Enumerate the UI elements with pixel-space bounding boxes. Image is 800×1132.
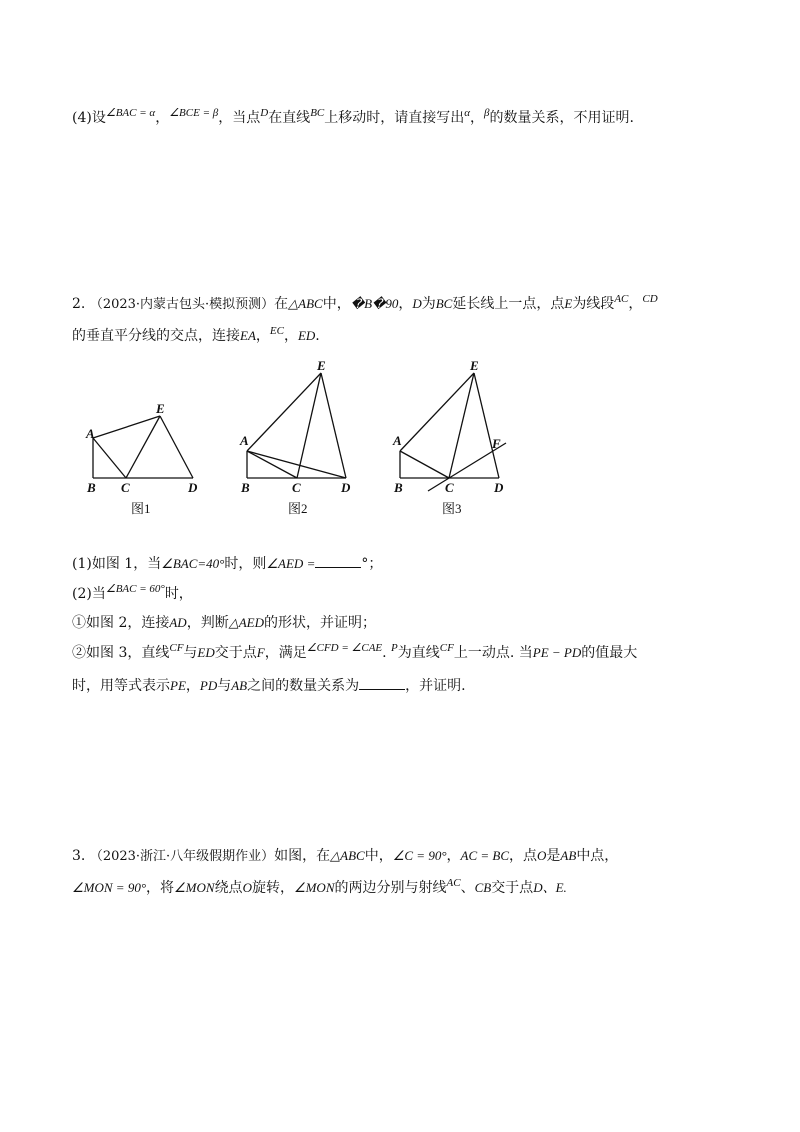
fig2-segment-ac (247, 451, 297, 478)
q2-text: 与 (217, 678, 232, 694)
q3-math: ∠MON (174, 880, 215, 895)
q3-text: 旋转， (251, 880, 294, 896)
q3-text: 如图，在 (274, 848, 331, 864)
q3-text: ， (446, 848, 461, 864)
q1-prefix: (4)设 (72, 110, 106, 126)
fig3-label-c: C (445, 480, 454, 495)
fig1-segment-ed (160, 416, 193, 478)
q2-text: ，判断 (186, 615, 229, 631)
fig2-label-a: A (240, 433, 249, 448)
q2-text: 时，则 (224, 556, 267, 572)
fig3-label-f: F (492, 436, 501, 451)
fig3-label-a: A (393, 433, 402, 448)
q2-text: 交于点 (214, 645, 257, 661)
fig1-label-a: A (86, 426, 95, 441)
q2-math: AD (169, 615, 187, 630)
q1-angle-bac: ∠BAC = α (105, 107, 156, 119)
fig2-segment-ad (247, 451, 346, 478)
q2-line2 (72, 326, 320, 347)
q3-math: ∠MON = 90° (72, 880, 147, 895)
fig3-label-d: D (494, 480, 504, 495)
q3-text: 、 (460, 880, 475, 896)
q2-math: P (391, 642, 398, 654)
fig3-label-e: E (470, 358, 479, 373)
q2-text: 在 (274, 296, 289, 312)
q2-text: 延长线上一点，点 (452, 296, 565, 312)
fig3-segment-ae (400, 373, 474, 451)
q2-text: . (382, 645, 387, 661)
q2-number: 2. (72, 296, 86, 312)
q1-alpha: α (464, 107, 471, 119)
q2-math: CF (169, 642, 184, 654)
q2-math: EA (240, 328, 256, 343)
q3-math: ∠MON (293, 880, 335, 895)
q3-text: 绕点 (214, 880, 243, 896)
q2-math: E (564, 296, 573, 311)
fig3-segment-ac (400, 451, 449, 478)
q2-math: D (412, 296, 422, 311)
q2-text: ，并证明. (405, 678, 466, 694)
q3-text: 的两边分别与射线 (334, 880, 447, 896)
q3-line2 (72, 878, 567, 899)
q2-math: AB (231, 678, 248, 693)
q3-source: （2023·浙江·八年级假期作业） (89, 849, 275, 864)
answer-blank-2[interactable] (359, 675, 405, 690)
q2-sub1 (72, 613, 376, 633)
q1-text: 在直线 (268, 110, 311, 126)
q2-part1-angle: ∠BAC=40° (161, 556, 225, 571)
q3-text: 中， (364, 848, 393, 864)
q3-math: AC = BC (460, 848, 510, 863)
q2-math: PE − PD (532, 645, 582, 660)
q2-math: ED (197, 645, 215, 660)
q3-number: 3. (72, 848, 86, 864)
q3-math: ∠C = 90° (392, 848, 447, 863)
q3-math: △ABC (330, 848, 365, 863)
q2-text: 之间的数量关系为 (247, 678, 360, 694)
q2-text: . (315, 328, 320, 344)
q2-part1 (72, 553, 382, 574)
answer-blank-1[interactable] (315, 553, 361, 568)
q2-math: PE (170, 678, 186, 693)
figure-1 (78, 358, 218, 498)
q2-text: 为线段 (572, 296, 615, 312)
q3-text: ，点 (509, 848, 538, 864)
fig1-label-c: C (121, 480, 130, 495)
q2-line1 (72, 294, 658, 315)
q2-part2 (72, 584, 193, 605)
q2-text: 为 (421, 296, 436, 312)
fig2-label-d: D (341, 480, 351, 495)
q1-comma: ， (470, 110, 485, 126)
figure-2 (234, 358, 374, 498)
q3-text: 交于点 (491, 880, 534, 896)
fig2-segment-ec (297, 373, 321, 478)
q2-text: 的垂直平分线的交点，连接 (72, 328, 240, 344)
q2-condition: �B�90 (350, 296, 399, 311)
q2-math: CD (642, 293, 658, 305)
fig3-segment-ed (474, 373, 499, 478)
q2-math: △AED (228, 615, 264, 630)
q2-triangle: △ABC (288, 296, 323, 311)
q3-math: D、E. (533, 880, 567, 895)
fig3-label-b: B (394, 480, 403, 495)
fig3-caption: 图3 (442, 501, 462, 516)
q1-point-d: D (260, 107, 269, 119)
q2-text: ①如图 2，连接 (72, 615, 170, 631)
q2-text: ，满足 (264, 645, 307, 661)
q2-text: ， (283, 328, 298, 344)
q2-sub2 (72, 643, 637, 664)
q2-math: CF (439, 642, 454, 654)
q2-text: (2)当 (72, 586, 106, 602)
q2-text: 上一动点. 当 (453, 645, 533, 661)
q1-text: ，当点 (218, 110, 261, 126)
fig2-label-b: B (241, 480, 250, 495)
q2-text: 的值最大 (581, 645, 638, 661)
q3-math: O (537, 848, 547, 863)
fig1-label-b: B (87, 480, 96, 495)
q1-comma: ， (155, 110, 170, 126)
q1-part4-line (72, 108, 634, 129)
fig1-segment-ac (93, 438, 126, 478)
q2-text: ②如图 3，直线 (72, 645, 170, 661)
q1-beta: β (484, 107, 490, 119)
fig2-caption: 图2 (288, 501, 308, 516)
q2-text: 的形状，并证明； (263, 615, 376, 631)
fig3-segment-ec (449, 373, 474, 478)
fig1-label-e: E (156, 401, 165, 416)
q1-text: 上移动时，请直接写出 (324, 110, 465, 126)
q2-math: ∠AED = (266, 556, 316, 571)
fig2-label-e: E (317, 358, 326, 373)
q2-math: BC (435, 296, 453, 311)
q3-math: O (242, 880, 252, 895)
q3-line1 (72, 846, 618, 867)
q1-angle-bce: ∠BCE = β (169, 107, 219, 119)
q2-part2-angle: ∠BAC = 60° (105, 583, 165, 595)
q2-text: ， (628, 296, 643, 312)
q2-text: 与 (183, 645, 198, 661)
q2-math: ED (297, 328, 316, 343)
q1-text: 的数量关系，不用证明. (489, 110, 634, 126)
fig2-segment-ae (247, 373, 321, 451)
q3-math: AB (560, 848, 577, 863)
q3-math: CB (474, 880, 492, 895)
q2-math: PD (199, 678, 218, 693)
q2-math: EC (269, 325, 284, 337)
q2-sub2-cont (72, 675, 466, 696)
fig2-segment-ed (321, 373, 346, 478)
fig1-label-d: D (188, 480, 198, 495)
q2-text: ， (185, 678, 200, 694)
fig2-label-c: C (292, 480, 301, 495)
q2-text: 为直线 (397, 645, 440, 661)
q3-text: 中点， (576, 848, 619, 864)
q2-text: °； (361, 556, 383, 572)
q3-text: 是 (546, 848, 561, 864)
q2-text: ， (398, 296, 413, 312)
q2-text: ， (255, 328, 270, 344)
q2-math: F (256, 645, 265, 660)
q3-math: AC (446, 877, 461, 889)
q2-text: 中， (322, 296, 351, 312)
q2-text: (1)如图 1，当 (72, 556, 162, 572)
q2-source: （2023·内蒙古包头·模拟预测） (89, 297, 275, 312)
figure-3 (388, 358, 528, 498)
fig1-caption: 图1 (131, 501, 151, 516)
q2-text: 时， (164, 586, 193, 602)
q2-math: AC (614, 293, 629, 305)
q2-math: ∠CFD = ∠CAE (306, 642, 383, 654)
q2-text: 时，用等式表示 (72, 678, 170, 694)
q1-line-bc: BC (310, 107, 325, 119)
q3-text: ，将 (146, 880, 175, 896)
